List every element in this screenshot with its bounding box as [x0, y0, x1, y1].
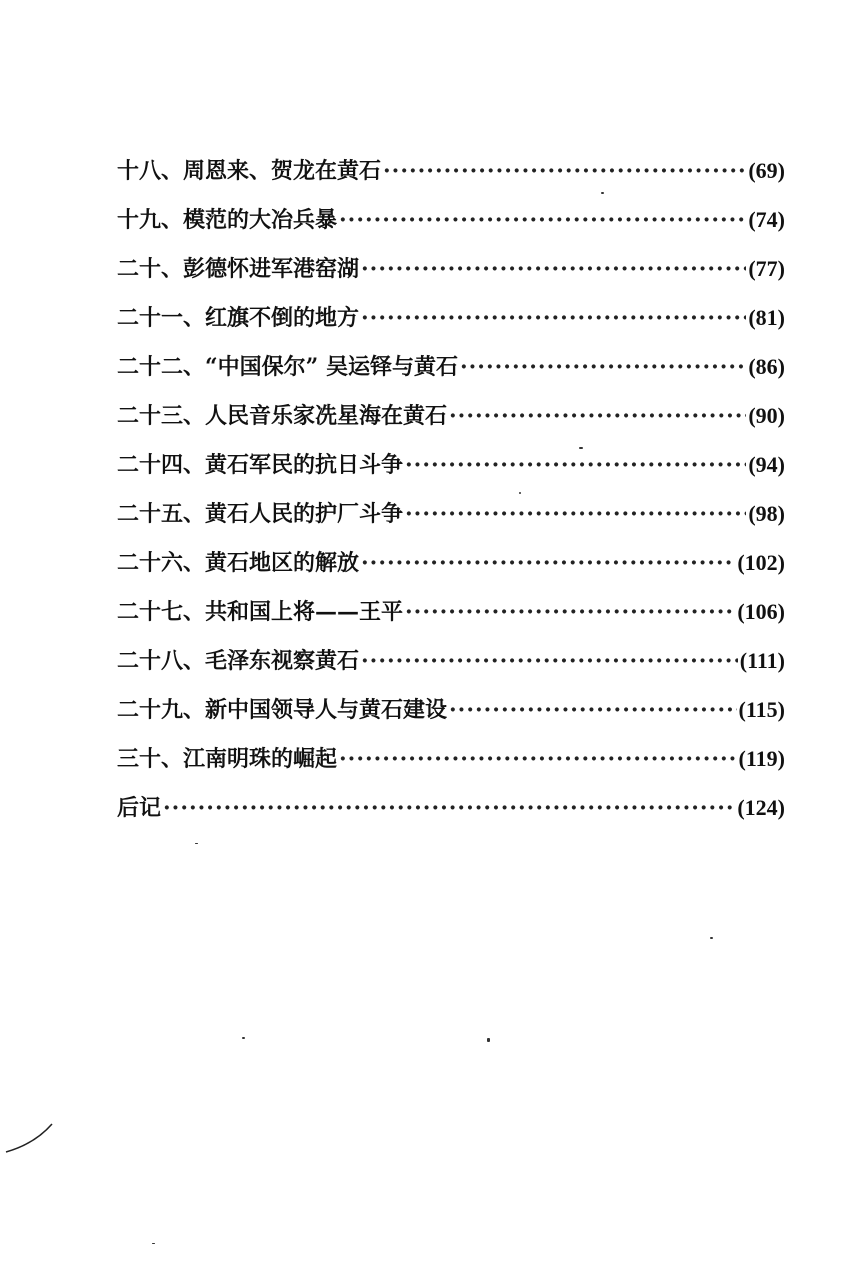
toc-entry-page: (77): [748, 256, 785, 281]
toc-entry-title: 二十四、黄石军民的抗日斗争: [117, 452, 404, 478]
toc-dot-leader: [405, 441, 746, 490]
scan-speck: [242, 1037, 245, 1039]
toc-entry: [117, 734, 785, 783]
toc-entry-page: (98): [748, 501, 785, 526]
toc-dot-leader: [405, 490, 746, 539]
toc-entry-page: (115): [738, 697, 785, 722]
toc-entry-page: (106): [737, 599, 785, 624]
toc-entry-title: 十九、模范的大冶兵暴: [117, 207, 338, 233]
toc-entry-page: (81): [748, 305, 785, 330]
toc-entry-title: 十八、周恩来、贺龙在黄石: [117, 158, 382, 184]
pen-stroke-mark: [0, 1110, 70, 1170]
toc-entry-title: 二十八、毛泽东视察黄石: [117, 648, 360, 674]
toc-dot-leader: [449, 686, 737, 735]
toc-entry: [117, 685, 785, 734]
toc-entry-page: (124): [737, 795, 785, 820]
toc-entry-page: (111): [739, 648, 785, 673]
toc-entry: [117, 440, 785, 489]
scan-speck: [601, 192, 604, 194]
toc-dot-leader: [163, 784, 735, 833]
toc-entry-page: (69): [748, 158, 785, 183]
toc-entry: [117, 195, 785, 244]
toc-entry-page: (74): [748, 207, 785, 232]
toc-entry: [117, 783, 785, 832]
scan-speck: [195, 843, 198, 844]
toc-entry-title: 二十七、共和国上将——王平: [117, 599, 404, 625]
scan-speck: [519, 492, 521, 494]
toc-dot-leader: [383, 147, 746, 196]
toc-entry: [117, 489, 785, 538]
toc-dot-leader: [449, 392, 746, 441]
toc-entry: [117, 342, 785, 391]
toc-dot-leader: [361, 637, 738, 686]
toc-dot-leader: [339, 735, 737, 784]
toc-entry-title: 二十五、黄石人民的护厂斗争: [117, 501, 404, 527]
toc-entry: [117, 538, 785, 587]
scan-speck: [152, 1243, 155, 1244]
toc-dot-leader: [460, 343, 746, 392]
toc-entry-title: 二十九、新中国领导人与黄石建设: [117, 697, 448, 723]
scan-speck: [710, 937, 713, 939]
toc-dot-leader: [361, 294, 746, 343]
toc-entry: [117, 636, 785, 685]
scan-speck: [487, 1038, 490, 1042]
toc-entry-page: (94): [748, 452, 785, 477]
toc-entry-title: 二十二、“中国保尔” 吴运铎与黄石: [117, 354, 458, 380]
toc-dot-leader: [361, 539, 735, 588]
toc-dot-leader: [361, 245, 746, 294]
table-of-contents: [117, 146, 785, 832]
toc-entry: [117, 391, 785, 440]
toc-entry: [117, 244, 785, 293]
toc-entry-title: 二十一、红旗不倒的地方: [117, 305, 360, 331]
toc-entry: [117, 587, 785, 636]
toc-entry-page: (90): [748, 403, 785, 428]
toc-dot-leader: [339, 196, 746, 245]
toc-entry-page: (86): [748, 354, 785, 379]
toc-entry: [117, 293, 785, 342]
toc-entry-page: (119): [738, 746, 785, 771]
toc-entry-title: 后记: [117, 795, 162, 821]
toc-entry: [117, 146, 785, 195]
toc-dot-leader: [405, 588, 735, 637]
toc-entry-title: 二十六、黄石地区的解放: [117, 550, 360, 576]
scan-speck: [579, 447, 583, 449]
toc-entry-title: 二十、彭德怀进军港窑湖: [117, 256, 360, 282]
toc-entry-page: (102): [737, 550, 785, 575]
toc-entry-title: 三十、江南明珠的崛起: [117, 746, 338, 772]
toc-entry-title: 二十三、人民音乐家冼星海在黄石: [117, 403, 448, 429]
